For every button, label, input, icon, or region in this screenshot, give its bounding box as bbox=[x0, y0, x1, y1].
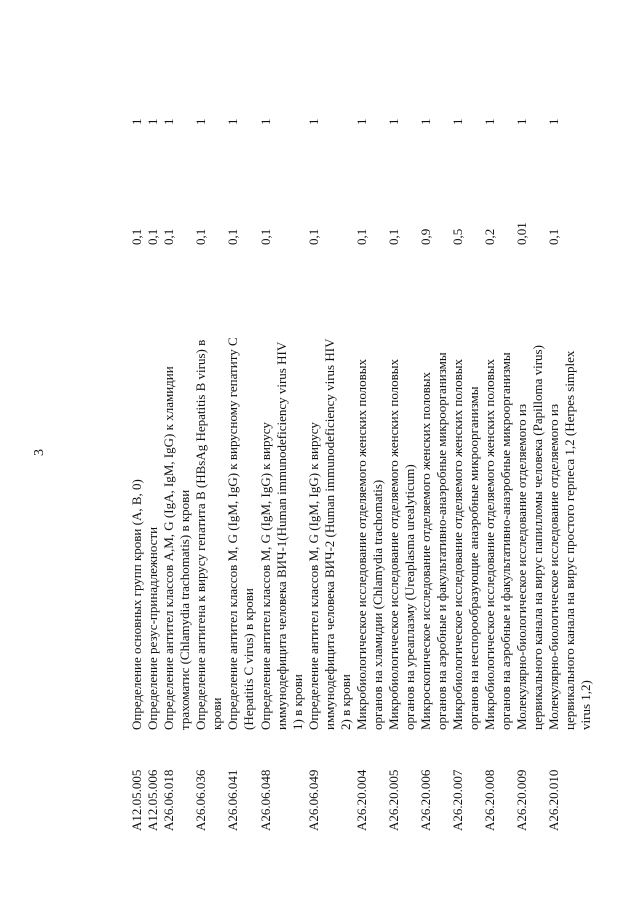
service-name bbox=[306, 260, 354, 730]
frequency-value: 0,5 bbox=[450, 228, 465, 245]
service-name-line: Молекулярно-биологическое исследование отделяемого из bbox=[546, 404, 561, 730]
service-code: A26.06.036 bbox=[193, 769, 208, 831]
service-name-line: Молекулярно-биологическое исследование отделяемого из bbox=[514, 404, 529, 730]
frequency-value: 0,1 bbox=[386, 228, 401, 245]
service-name-line: иммунодефицита человека ВИЧ-2 (Human immunodeficiency virus HIV bbox=[322, 338, 337, 730]
service-name bbox=[450, 260, 482, 730]
frequency-value: 0,1 bbox=[354, 228, 369, 245]
service-name-line: Определение антител классов M, G (IgM, IgG) к вирусному гепатиту C bbox=[225, 337, 240, 730]
service-name-line: трахоматис (Chlamydia trachomatis) в крови bbox=[177, 489, 192, 730]
service-name bbox=[225, 260, 257, 730]
service-name-line: Микробиологическое исследование отделяемого женских половых bbox=[386, 358, 401, 730]
frequency-value: 0,2 bbox=[482, 228, 497, 245]
service-name-line: цервикального канала на вирус простого герпеса 1,2 (Herpes simplex bbox=[562, 350, 577, 730]
service-name-line: Микробиологическое исследование отделяемого женских половых bbox=[450, 358, 465, 730]
frequency-value: 0,1 bbox=[546, 228, 561, 245]
service-name-line: Определение основных групп крови (A, B, 0) bbox=[129, 479, 144, 730]
service-code: A26.06.018 bbox=[161, 769, 176, 831]
service-code: A12.05.006 bbox=[145, 769, 160, 831]
multiplicity-value: 1 bbox=[450, 118, 465, 125]
multiplicity-value: 1 bbox=[354, 118, 369, 125]
frequency-value: 0,1 bbox=[306, 228, 321, 245]
service-name-line: Микробиологическое исследование отделяемого женских половых bbox=[354, 358, 369, 730]
service-code: A26.06.041 bbox=[225, 769, 240, 831]
service-code: A26.20.008 bbox=[482, 769, 497, 831]
service-code: A26.20.004 bbox=[354, 769, 369, 831]
service-name-line: 1) в крови bbox=[290, 674, 305, 730]
multiplicity-value: 1 bbox=[193, 118, 208, 125]
service-code: A26.20.007 bbox=[450, 769, 465, 831]
service-name-line: органов на неспорообразующие анаэробные микроорганизмы bbox=[466, 386, 481, 730]
frequency-value: 0,1 bbox=[258, 228, 273, 245]
service-name-line: органов на хламидии (Chlamydia trachomatis) bbox=[370, 479, 385, 730]
service-name bbox=[418, 260, 450, 730]
service-code: A26.20.005 bbox=[386, 769, 401, 831]
multiplicity-value: 1 bbox=[161, 118, 176, 125]
service-code: A26.06.049 bbox=[306, 769, 321, 831]
service-name-line: органов на уреаплазму (Ureaplasma urealyticum) bbox=[402, 464, 417, 730]
service-name bbox=[145, 260, 161, 730]
frequency-value: 0,1 bbox=[193, 228, 208, 245]
service-name-line: Определение антител классов M, G (IgM, IgG) к вирусу bbox=[258, 422, 273, 730]
multiplicity-value: 1 bbox=[145, 118, 160, 125]
multiplicity-value: 1 bbox=[418, 118, 433, 125]
frequency-value: 0,1 bbox=[145, 228, 160, 245]
service-name bbox=[354, 260, 386, 730]
service-name-line: (Hepatitis C virus) в крови bbox=[241, 588, 256, 730]
service-name-line: Микроскопическое исследование отделяемого женских половых bbox=[418, 371, 433, 730]
service-name-line: цервикального канала на вирус папилломы человека (Papilloma virus) bbox=[530, 345, 545, 730]
multiplicity-value: 1 bbox=[129, 118, 144, 125]
multiplicity-value: 1 bbox=[514, 118, 529, 125]
service-name bbox=[193, 260, 225, 730]
service-name-line: органов на аэробные и факультативно-анаэробные микроорганизмы bbox=[498, 352, 513, 730]
service-code: A26.20.006 bbox=[418, 769, 433, 831]
service-name-line: органов на аэробные и факультативно-анаэробные микроорганизмы bbox=[434, 352, 449, 730]
service-name-line: Определение антител классов A,M, G (IgA, IgM, IgG) к хламидии bbox=[161, 366, 176, 730]
page-number: 3 bbox=[32, 449, 47, 456]
frequency-value: 0,1 bbox=[129, 228, 144, 245]
multiplicity-value: 1 bbox=[306, 118, 321, 125]
multiplicity-value: 1 bbox=[225, 118, 240, 125]
frequency-value: 0,1 bbox=[225, 228, 240, 245]
service-name bbox=[482, 260, 514, 730]
service-name bbox=[546, 260, 594, 730]
service-name-line: virus 1,2) bbox=[578, 680, 593, 730]
multiplicity-value: 1 bbox=[258, 118, 273, 125]
service-name-line: Определение антигена к вирусу гепатита B (HBsAg Hepatitis B virus) в bbox=[193, 339, 208, 730]
service-name-line: крови bbox=[209, 697, 224, 730]
multiplicity-value: 1 bbox=[546, 118, 561, 125]
service-name-line: Определение антител классов M, G (IgM, IgG) к вирусу bbox=[306, 422, 321, 730]
multiplicity-value: 1 bbox=[482, 118, 497, 125]
multiplicity-value: 1 bbox=[386, 118, 401, 125]
service-name bbox=[161, 260, 193, 730]
service-name-line: иммунодефицита человека ВИЧ-1(Human immunodeficiency virus HIV bbox=[274, 341, 289, 730]
service-name bbox=[258, 260, 306, 730]
frequency-value: 0,9 bbox=[418, 228, 433, 245]
frequency-value: 0,1 bbox=[161, 228, 176, 245]
service-code: A26.20.009 bbox=[514, 769, 529, 831]
service-name-line: Определение резус-принадлежности bbox=[145, 526, 160, 730]
service-code: A26.20.010 bbox=[546, 769, 561, 831]
service-code: A26.06.048 bbox=[258, 769, 273, 831]
service-name-line: Микробиологическое исследование отделяемого женских половых bbox=[482, 358, 497, 730]
service-name bbox=[129, 260, 145, 730]
service-name-line: 2) в крови bbox=[338, 674, 353, 730]
service-name bbox=[386, 260, 418, 730]
service-name bbox=[514, 260, 546, 730]
service-code: A12.05.005 bbox=[129, 769, 144, 831]
frequency-value: 0,01 bbox=[514, 222, 529, 245]
